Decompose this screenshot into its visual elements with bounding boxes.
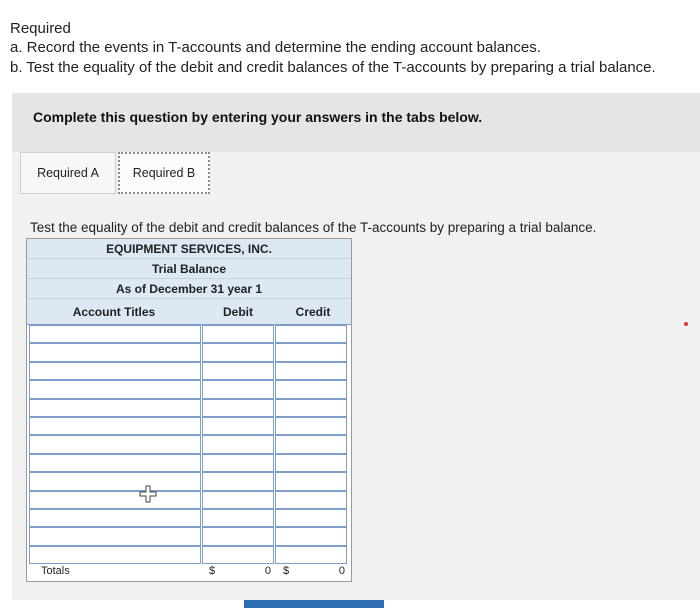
credit-header: Credit: [295, 304, 331, 319]
table-row: [27, 362, 351, 380]
table-row: [27, 380, 351, 398]
account-title-input[interactable]: [29, 380, 201, 398]
account-title-input[interactable]: [29, 325, 201, 343]
crosshair-cursor-icon: [139, 485, 157, 503]
tab-required-b[interactable]: Required B: [118, 152, 210, 194]
requirement-a: a. Record the events in T-accounts and determine the ending account balances.: [10, 39, 541, 56]
debit-input[interactable]: [202, 362, 274, 380]
debit-input[interactable]: [202, 491, 274, 509]
debit-input[interactable]: [202, 527, 274, 545]
table-row: [27, 435, 351, 453]
debit-input[interactable]: [202, 454, 274, 472]
trial-balance-rows: [27, 325, 351, 564]
table-row: [27, 325, 351, 343]
requirements-section: [10, 20, 690, 78]
credit-input[interactable]: [275, 491, 347, 509]
credit-input[interactable]: [275, 509, 347, 527]
trial-balance-header: [27, 239, 351, 325]
account-title-input[interactable]: [29, 509, 201, 527]
table-row: [27, 472, 351, 490]
credit-input[interactable]: [275, 417, 347, 435]
column-headers: [27, 299, 351, 325]
tabs-panel: [12, 152, 700, 600]
trial-balance-table: [26, 238, 352, 582]
account-title-input[interactable]: [29, 399, 201, 417]
credit-input[interactable]: [275, 435, 347, 453]
debit-input[interactable]: [202, 435, 274, 453]
account-title-input[interactable]: [29, 527, 201, 545]
account-title-input[interactable]: [29, 472, 201, 490]
credit-currency-symbol: $: [283, 565, 290, 577]
debit-input[interactable]: [202, 399, 274, 417]
debit-input[interactable]: [202, 343, 274, 361]
credit-input[interactable]: [275, 362, 347, 380]
credit-input[interactable]: [275, 527, 347, 545]
account-title-input[interactable]: [29, 417, 201, 435]
account-title-input[interactable]: [29, 435, 201, 453]
status-dot: [684, 322, 688, 326]
credit-input[interactable]: [275, 454, 347, 472]
account-title-input[interactable]: [29, 491, 201, 509]
debit-currency-symbol: $: [209, 565, 216, 577]
debit-input[interactable]: [202, 417, 274, 435]
table-row: [27, 527, 351, 545]
debit-input[interactable]: [202, 380, 274, 398]
totals-label: Totals: [41, 565, 70, 577]
statement-date: As of December 31 year 1: [27, 279, 351, 299]
instruction-text: Complete this question by entering your answers in the tabs below.: [33, 109, 483, 125]
debit-total-value: 0: [264, 565, 271, 577]
account-title-input[interactable]: [29, 362, 201, 380]
totals-row: [27, 561, 351, 581]
table-row: [27, 399, 351, 417]
credit-input[interactable]: [275, 325, 347, 343]
requirement-b: b. Test the equality of the debit and credit balances of the T-accounts by preparing a trial balance.: [10, 59, 656, 76]
credit-input[interactable]: [275, 380, 347, 398]
company-name: EQUIPMENT SERVICES, INC.: [27, 239, 351, 259]
totals-debit: [203, 565, 277, 577]
table-row: [27, 343, 351, 361]
statement-title: Trial Balance: [27, 259, 351, 279]
account-title-input[interactable]: [29, 343, 201, 361]
credit-input[interactable]: [275, 343, 347, 361]
credit-input[interactable]: [275, 472, 347, 490]
totals-credit: [277, 565, 351, 577]
credit-total-value: 0: [338, 565, 345, 577]
bottom-button-edge[interactable]: [244, 600, 384, 608]
debit-input[interactable]: [202, 472, 274, 490]
table-row: [27, 509, 351, 527]
table-row: [27, 417, 351, 435]
debit-input[interactable]: [202, 509, 274, 527]
tab-required-a[interactable]: Required A: [20, 152, 116, 194]
debit-input[interactable]: [202, 325, 274, 343]
question-text: Test the equality of the debit and credit balances of the T-accounts by preparing a trial balance.: [30, 220, 597, 235]
required-heading: Required: [10, 20, 71, 37]
account-title-input[interactable]: [29, 454, 201, 472]
table-row: [27, 491, 351, 509]
account-titles-header: Account Titles: [72, 304, 156, 319]
debit-header: Debit: [223, 304, 253, 319]
credit-input[interactable]: [275, 399, 347, 417]
table-row: [27, 454, 351, 472]
